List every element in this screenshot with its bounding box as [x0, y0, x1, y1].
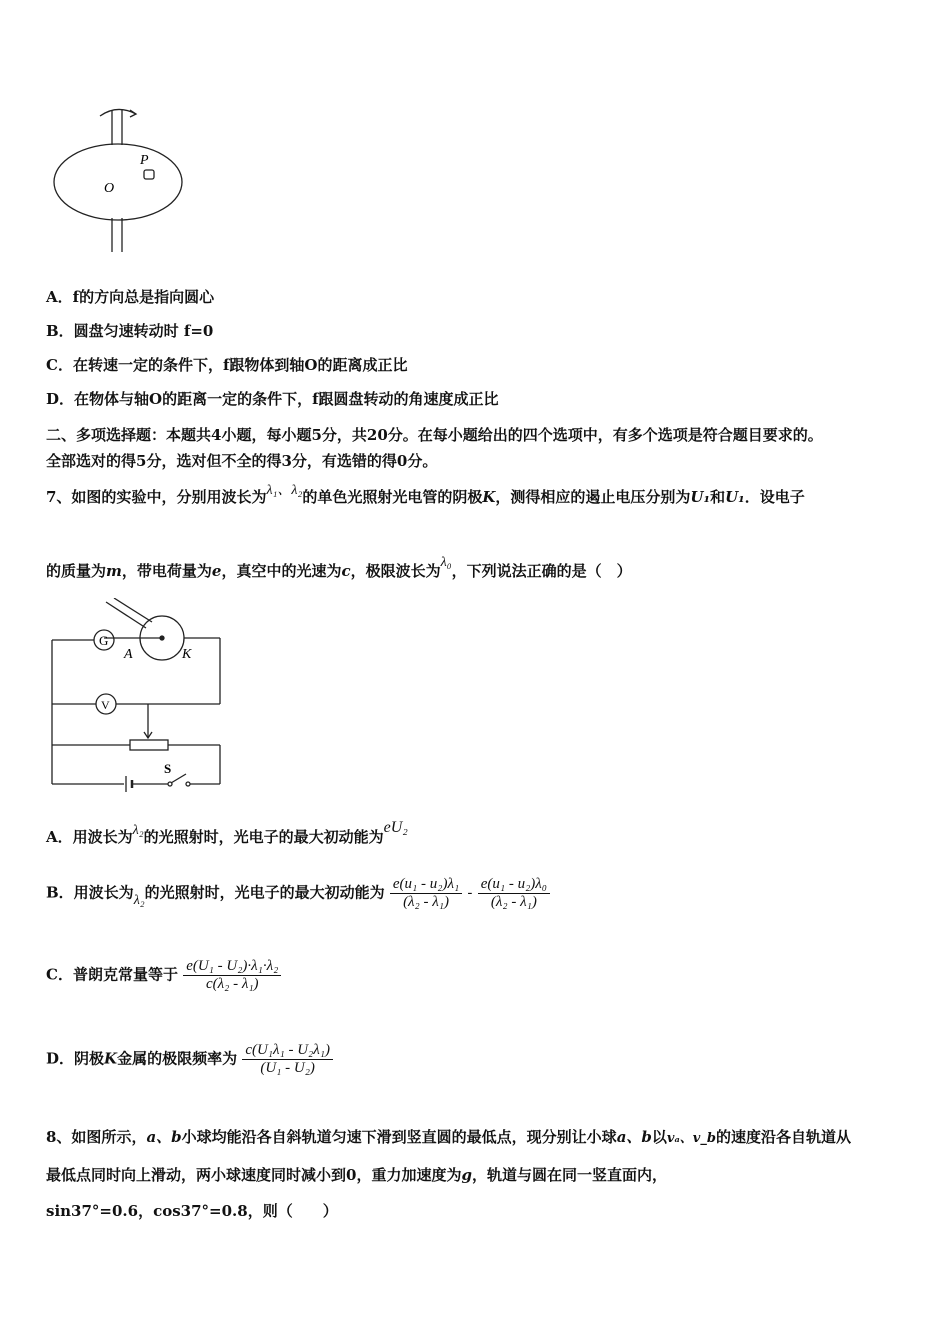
q6-option-b: B．圆盘匀速转动时 f=0 — [46, 322, 214, 340]
q8-stem-line3: sin37°=0.6，cos37°=0.8，则（ ） — [46, 1202, 338, 1220]
q6-option-a: A．f的方向总是指向圆心 — [46, 288, 215, 306]
q8-stem-line2: 最低点同时向上滑动，两小球速度同时减小到0，重力加速度为g，轨道与圆在同一竖直面内， — [46, 1166, 667, 1184]
q6-option-c: C．在转速一定的条件下，f跟物体到轴O的距离成正比 — [46, 356, 408, 374]
label-g: G — [99, 633, 109, 648]
label-p: P — [140, 153, 149, 168]
q7-option-a: A．用波长为λ₂的光照射时，光电子的最大初动能为eU₂ — [46, 819, 408, 846]
section2-header-line2: 全部选对的得5分，选对但不全的得3分，有选错的得0分。 — [46, 452, 438, 470]
label-s: S — [164, 761, 172, 776]
option-b-fraction-1: $\frac{\text{e(u₁ - u₂)λ₁}}{\text{(λ₂ - λ₁)}}$ — [390, 876, 462, 911]
q7-option-b: B．用波长为λ₂的光照射时，光电子的最大初动能为 $\frac{\text{e(u₁ - u₂)λ₁}}{\text{(λ₂ - λ₁)}}$ - $\frac{\text{e(u₁ - u₂)λ₀}}{\text{(λ₂ - λ₁)}}$ — [46, 876, 550, 911]
label-a: A — [124, 647, 133, 662]
label-v: V — [101, 698, 110, 712]
q6-option-d: D．在物体与轴O的距离一定的条件下，f跟圆盘转动的角速度成正比 — [46, 390, 499, 408]
option-c-fraction: $\frac{\text{e(U₁ - U₂)·λ₁·λ₂}}{\text{c(λ₂ - λ₁)}}$ — [183, 958, 281, 993]
option-d-fraction: $\frac{\text{c(U₁λ₁ - U₂λ₁)}}{\text{(U₁ - U₂)}}$ — [242, 1042, 333, 1077]
label-o: O — [104, 181, 115, 196]
section2-header-line1: 二、多项选择题：本题共4小题，每小题5分，共20分。在每小题给出的四个选项中，有多个选项是符合题目要求的。 — [46, 426, 823, 444]
q7-stem-line1: 7、如图的实验中，分别用波长为λ₁、λ₂的单色光照射光电管的阴极K，测得相应的遏止电压分别为U₁和U₁．设电子 — [46, 483, 805, 506]
q7-option-c: C．普朗克常量等于 $\frac{\text{e(U₁ - U₂)·λ₁·λ₂}}{\text{c(λ₂ - λ₁)}}$ — [46, 958, 281, 993]
label-k: K — [182, 647, 192, 662]
rotating-disc-figure — [40, 100, 200, 260]
photoelectric-circuit-figure — [40, 598, 230, 794]
q7-option-d: D．阴极K金属的极限频率为 $\frac{\text{c(U₁λ₁ - U₂λ₁)}}{\text{(U₁ - U₂)}}$ — [46, 1042, 333, 1077]
option-b-fraction-2: $\frac{\text{e(u₁ - u₂)λ₀}}{\text{(λ₂ - λ₁)}}$ — [478, 876, 550, 911]
q8-stem-line1: 8、如图所示，a、b小球均能沿各自斜轨道匀速下滑到竖直圆的最低点，现分别让小球a、b以vₐ、v_b的速度沿各自轨道从 — [46, 1128, 851, 1146]
q7-stem-line2: 的质量为m，带电荷量为e，真空中的光速为c，极限波长为λ₀，下列说法正确的是（ ） — [46, 555, 632, 580]
